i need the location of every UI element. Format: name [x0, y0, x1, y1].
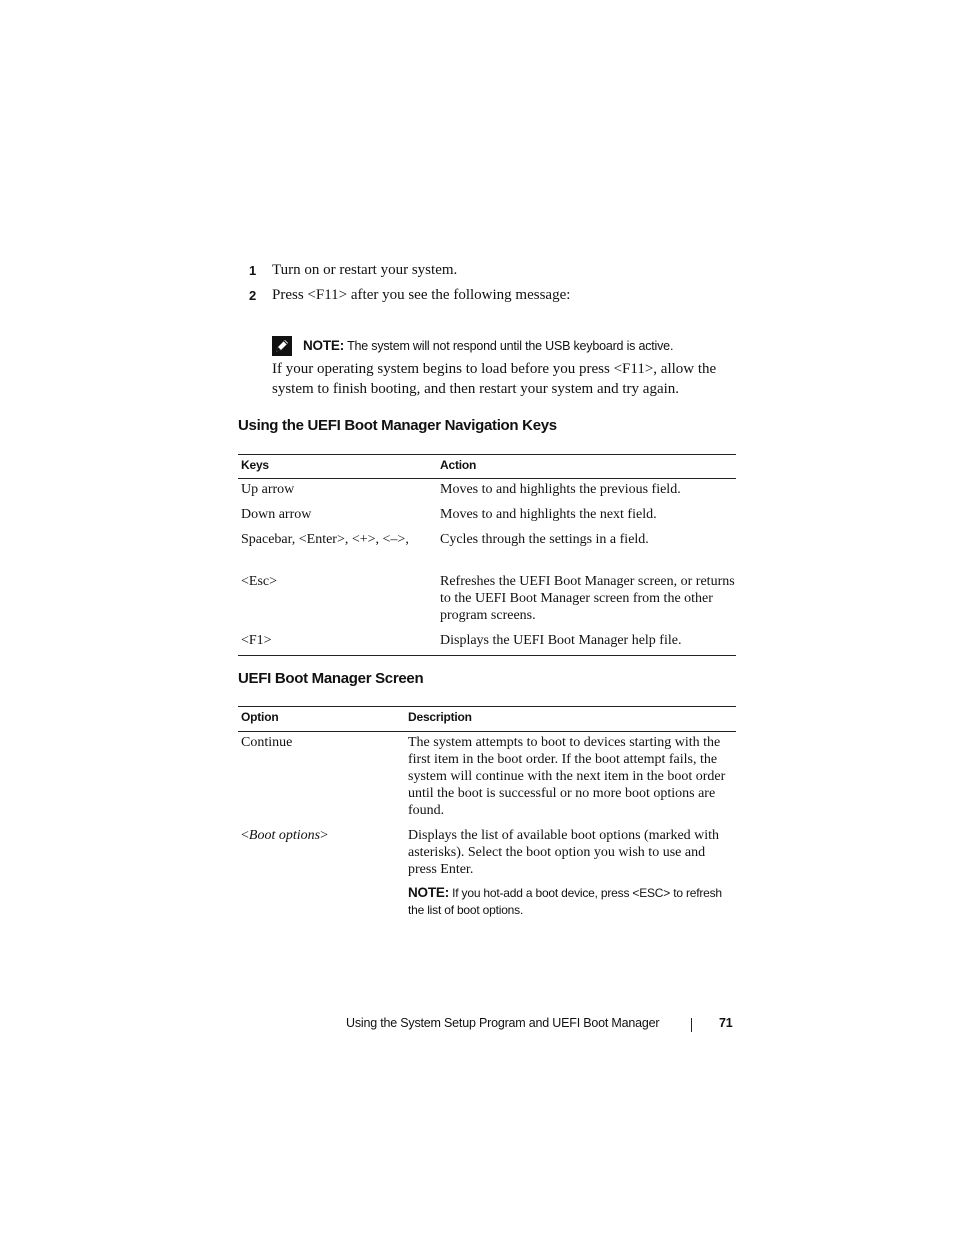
- table-cell-option: [241, 827, 391, 844]
- note-text: If you hot-add a boot device, press <ESC> to refresh the list of boot options.: [408, 886, 722, 917]
- column-header-description: Description: [408, 710, 472, 724]
- step-number: 2: [249, 288, 257, 303]
- navigation-keys-table: [238, 454, 736, 656]
- table-cell-action: Cycles through the settings in a field.: [440, 532, 649, 547]
- table-cell-description: The system attempts to boot to devices starting with the first item in the boot order. If the boot attempt fails, the system will continue with the next item in the boot order until the boot is successful or no more boot options are found.: [408, 735, 726, 818]
- note-label: NOTE:: [303, 338, 344, 353]
- page-number: 71: [719, 1016, 733, 1030]
- table-cell-action: Refreshes the UEFI Boot Manager screen, or returns to the UEFI Boot Manager screen from the other program screens.: [440, 574, 735, 623]
- footer-title: Using the System Setup Program and UEFI Boot Manager: [346, 1016, 660, 1030]
- table-cell-action: Moves to and highlights the previous field.: [440, 482, 681, 497]
- table-cell-key: Up arrow: [241, 482, 295, 497]
- table-cell-option: Continue: [241, 735, 293, 750]
- table-cell-description: Displays the list of available boot options (marked with asterisks). Select the boot option you wish to use and press Enter.: [408, 828, 720, 877]
- step-text: Press <F11> after you see the following message:: [272, 287, 571, 303]
- table-cell-key: <F1>: [241, 633, 272, 648]
- table-cell-key: Spacebar, <Enter>, <+>, <–>,: [241, 532, 409, 547]
- table-rule: [238, 478, 736, 479]
- table-rule: [238, 655, 736, 656]
- instruction-paragraph: If your operating system begins to load before you press <F11>, allow the system to finish booting, and then restart your system and try again.: [272, 361, 717, 397]
- table-cell-note: [408, 884, 734, 919]
- table-cell-action: Moves to and highlights the next field.: [440, 507, 657, 522]
- column-header-action: Action: [440, 458, 477, 472]
- table-cell-action: Displays the UEFI Boot Manager help file.: [440, 633, 682, 648]
- note-pencil-icon: [272, 336, 292, 356]
- option-name: Boot options: [248, 828, 321, 843]
- note-label: NOTE:: [408, 885, 449, 900]
- step-text: Turn on or restart your system.: [272, 262, 458, 278]
- column-header-option: Option: [241, 710, 279, 724]
- table-rule: [238, 454, 736, 455]
- table-rule: [238, 706, 736, 707]
- section-heading-navigation-keys: Using the UEFI Boot Manager Navigation Keys: [238, 417, 557, 434]
- column-header-keys: Keys: [241, 458, 269, 472]
- step-number: 1: [249, 263, 257, 278]
- option-bracket-close: >: [320, 828, 328, 843]
- boot-manager-options-table: [238, 706, 736, 926]
- note-content: [303, 338, 673, 353]
- table-cell-key: <Esc>: [241, 574, 278, 589]
- footer-separator: [691, 1018, 692, 1032]
- note-text: The system will not respond until the USB keyboard is active.: [347, 339, 674, 353]
- option-bracket-open: <: [241, 828, 249, 843]
- table-cell-key: Down arrow: [241, 507, 312, 522]
- section-heading-boot-manager-screen: UEFI Boot Manager Screen: [238, 670, 424, 687]
- table-rule: [238, 731, 736, 732]
